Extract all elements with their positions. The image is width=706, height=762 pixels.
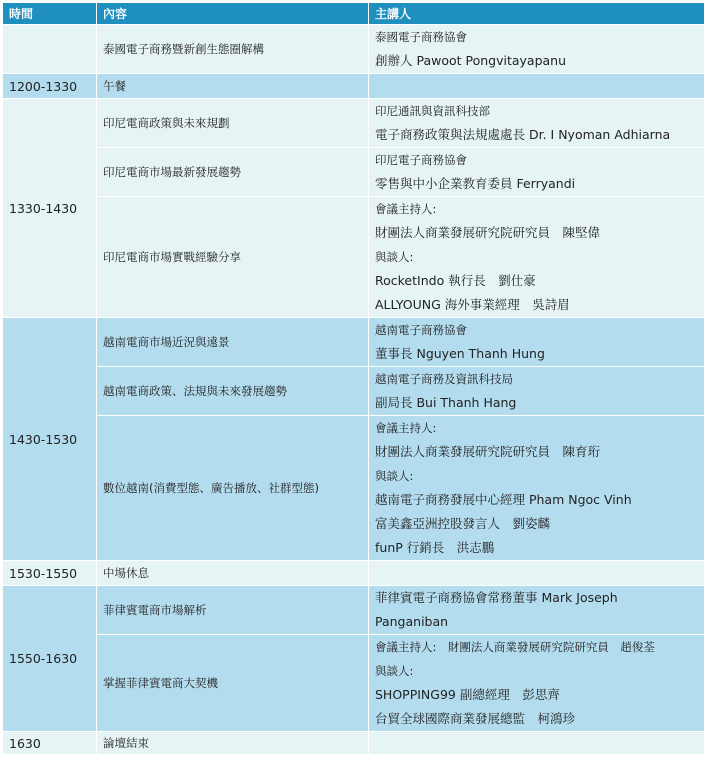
topic-cell: 數位越南(消費型態、廣告播放、社群型態) [97, 416, 369, 561]
table-row [3, 416, 705, 561]
time-cell: 1630 [3, 732, 97, 755]
speaker-line: RocketIndo 執行長 劉仕豪 [375, 273, 536, 288]
speaker-line: 會議主持人: [375, 421, 437, 435]
speaker-line: funP 行銷長 洪志鵬 [375, 540, 495, 555]
table-row [3, 25, 705, 74]
table-row [3, 197, 705, 318]
table-row [3, 635, 705, 732]
speaker-cell [369, 416, 705, 561]
table-row [3, 367, 705, 416]
topic-cell: 印尼電商政策與未來規劃 [97, 99, 369, 148]
speaker-line: 菲律賓電子商務協會常務董事 Mark Joseph [375, 590, 618, 605]
speaker-line: 印尼通訊與資訊科技部 [375, 104, 490, 118]
header-speaker: 主講人 [369, 3, 705, 25]
topic-cell: 中場休息 [97, 561, 369, 586]
speaker-line: 與談人: [375, 469, 414, 483]
speaker-cell [369, 99, 705, 148]
table-row [3, 74, 705, 99]
table-row [3, 732, 705, 755]
speaker-line: 財團法人商業發展研究院研究員 陳育珩 [375, 444, 601, 459]
table-row [3, 318, 705, 367]
speaker-cell [369, 25, 705, 74]
topic-cell: 越南電商市場近況與遠景 [97, 318, 369, 367]
speaker-line: 電子商務政策與法規處處長 Dr. I Nyoman Adhiarna [375, 127, 671, 142]
speaker-line: 越南電子商務發展中心經理 Pham Ngoc Vinh [375, 492, 632, 507]
speaker-line: 越南電子商務協會 [375, 323, 467, 337]
time-cell: 1330-1430 [3, 99, 97, 318]
speaker-line: 與談人: [375, 664, 414, 678]
table-row [3, 99, 705, 148]
time-cell: 1430-1530 [3, 318, 97, 561]
speaker-line: 泰國電子商務協會 [375, 30, 467, 44]
speaker-cell [369, 318, 705, 367]
speaker-cell [369, 367, 705, 416]
table-row [3, 148, 705, 197]
time-cell: 1200-1330 [3, 74, 97, 99]
time-cell [3, 25, 97, 74]
speaker-line: 台貿全球國際商業發展總監 柯鴻珍 [375, 711, 576, 726]
speaker-line: 越南電子商務及資訊科技局 [375, 372, 513, 386]
header-row [3, 3, 705, 25]
speaker-line: 零售與中小企業教育委員 Ferryandi [375, 176, 576, 191]
time-cell: 1530-1550 [3, 561, 97, 586]
topic-cell: 泰國電子商務暨新創生態圈解構 [97, 25, 369, 74]
speaker-line: 與談人: [375, 250, 414, 264]
speaker-line: 會議主持人: 財團法人商業發展研究院研究員 趙俊荃 [375, 640, 655, 654]
speaker-cell [369, 561, 705, 586]
header-content: 內容 [97, 3, 369, 25]
speaker-line: 印尼電子商務協會 [375, 153, 467, 167]
speaker-cell [369, 586, 705, 635]
topic-cell: 越南電商政策、法規與未來發展趨勢 [97, 367, 369, 416]
speaker-cell [369, 74, 705, 99]
speaker-cell [369, 197, 705, 318]
topic-cell: 掌握菲律賓電商大契機 [97, 635, 369, 732]
topic-cell: 論壇結束 [97, 732, 369, 755]
speaker-line: SHOPPING99 副總經理 彭思齊 [375, 687, 560, 702]
speaker-line: 富美鑫亞洲控股發言人 劉姿麟 [375, 516, 551, 531]
topic-cell: 印尼電商市場實戰經驗分享 [97, 197, 369, 318]
topic-cell: 午餐 [97, 74, 369, 99]
speaker-cell [369, 148, 705, 197]
speaker-cell [369, 635, 705, 732]
speaker-line: ALLYOUNG 海外事業經理 吳詩眉 [375, 297, 570, 312]
speaker-line: 會議主持人: [375, 202, 437, 216]
time-cell: 1550-1630 [3, 586, 97, 732]
table-row [3, 586, 705, 635]
speaker-line: Panganiban [375, 614, 449, 629]
topic-cell: 菲律賓電商市場解析 [97, 586, 369, 635]
speaker-line: 財團法人商業發展研究院研究員 陳堅偉 [375, 225, 601, 240]
speaker-line: 副局長 Bui Thanh Hang [375, 395, 517, 410]
speaker-cell [369, 732, 705, 755]
topic-cell: 印尼電商市場最新發展趨勢 [97, 148, 369, 197]
table-row [3, 561, 705, 586]
speaker-line: 董事長 Nguyen Thanh Hung [375, 346, 545, 361]
speaker-line: 創辦人 Pawoot Pongvitayapanu [375, 53, 567, 68]
header-time: 時間 [3, 3, 97, 25]
agenda-table [2, 2, 705, 755]
